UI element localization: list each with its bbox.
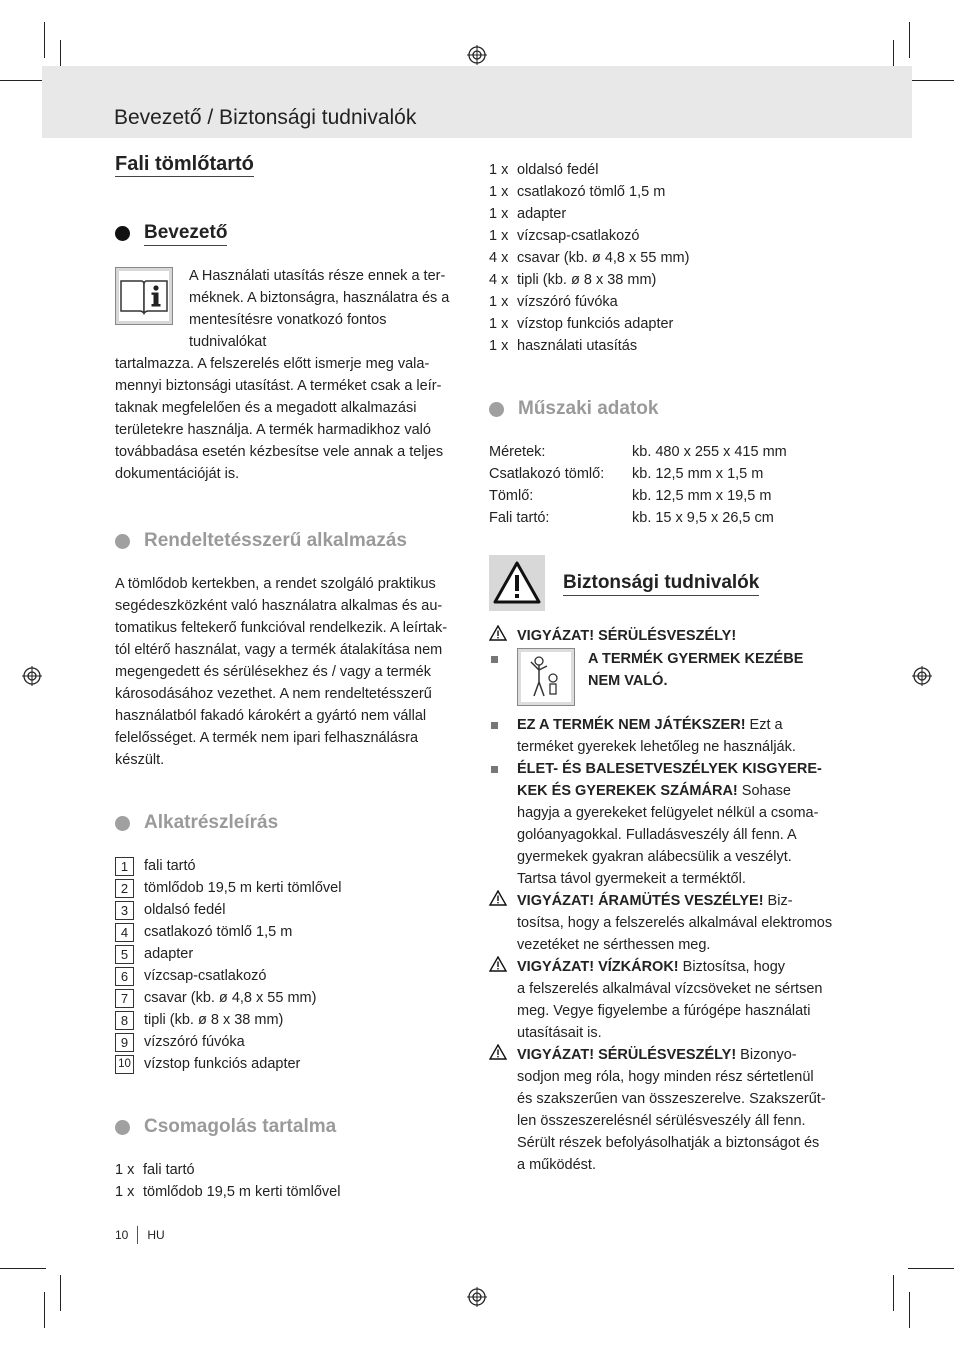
part-label: vízstop funkciós adapter xyxy=(144,1056,301,1072)
part-number: 4 xyxy=(115,923,134,942)
crop-mark xyxy=(0,1268,46,1269)
spec-key: Fali tartó: xyxy=(489,510,550,526)
item-label: vízszóró fúvóka xyxy=(517,294,618,310)
list-item xyxy=(115,987,467,1009)
tech-table xyxy=(489,441,844,529)
intro-line: területekre használja. A termék harmadikhoz való xyxy=(115,422,431,438)
crop-mark xyxy=(908,80,954,81)
table-row xyxy=(489,463,844,485)
warning-body: vezetéket ne sérthessen meg. xyxy=(517,937,711,953)
info-manual-icon xyxy=(115,267,173,325)
intro-line: méknek. A biztonságra, használatra és a xyxy=(189,290,450,306)
package-list xyxy=(115,1159,467,1203)
list-item xyxy=(489,625,844,648)
spec-key: Méretek: xyxy=(489,444,546,460)
quantity: 1 x xyxy=(489,206,509,222)
warning-small-icon xyxy=(489,956,507,972)
intro-line: mentesítésre vonatkozó fontos tudnivalókat xyxy=(189,312,387,350)
warning-body: utasításait is. xyxy=(517,1025,602,1041)
quantity: 4 x xyxy=(489,250,509,266)
list-item xyxy=(115,1053,467,1075)
crop-mark xyxy=(44,22,45,58)
left-column xyxy=(115,152,467,1203)
quantity: 1 x xyxy=(489,162,509,178)
part-label: tömlődob 19,5 m kerti tömlővel xyxy=(144,880,342,896)
list-item xyxy=(115,943,467,965)
usage-line: használatból fakadó károkért a gyártó nem vállal xyxy=(115,708,427,724)
list-item xyxy=(489,269,844,291)
list-item xyxy=(115,965,467,987)
list-item xyxy=(115,1009,467,1031)
list-item xyxy=(115,877,467,899)
warning-text: VIGYÁZAT! SÉRÜLÉSVESZÉLY! xyxy=(517,1047,737,1063)
item-label: tipli (kb. ø 8 x 38 mm) xyxy=(517,272,657,288)
list-item xyxy=(489,159,844,181)
warning-small-icon xyxy=(489,1044,507,1060)
warning-body: Biz- xyxy=(763,893,793,909)
crop-mark xyxy=(44,1292,45,1328)
warning-body: terméket gyerekek lehetőleg ne használják. xyxy=(517,739,796,755)
usage-heading: Rendeltetésszerű alkalmazás xyxy=(144,530,407,551)
list-item xyxy=(115,855,467,877)
part-label: adapter xyxy=(144,946,194,962)
table-row xyxy=(489,485,844,507)
warning-body: Bizonyo- xyxy=(736,1047,797,1063)
section-heading-intro xyxy=(115,221,467,246)
item-label: csavar (kb. ø 4,8 x 55 mm) xyxy=(517,250,690,266)
spec-key: Tömlő: xyxy=(489,488,534,504)
quantity: 1 x xyxy=(489,316,509,332)
crop-mark xyxy=(909,1292,910,1328)
child-warning-text xyxy=(588,648,803,714)
warning-text: VIGYÁZAT! ÁRAMÜTÉS VESZÉLYE! xyxy=(517,893,764,909)
section-heading-package xyxy=(115,1115,467,1139)
page-number: 10 xyxy=(115,1228,129,1242)
quantity: 1 x xyxy=(489,184,509,200)
usage-line: tomatikus feltekerő funkcióval rendelkezik. A leírtak- xyxy=(115,620,448,636)
table-row xyxy=(489,441,844,463)
bullet-icon xyxy=(115,534,130,549)
warning-body: len összeszerelésnél sérülésveszély áll fenn. xyxy=(517,1113,806,1129)
section-heading-parts xyxy=(115,811,467,835)
bullet-icon xyxy=(115,816,130,831)
quantity: 1 x xyxy=(489,294,509,310)
package-list-continued xyxy=(489,159,844,357)
part-number: 10 xyxy=(115,1055,134,1074)
page-footer xyxy=(115,1226,165,1244)
part-number: 8 xyxy=(115,1011,134,1030)
parts-list xyxy=(115,855,467,1075)
spec-value: kb. 12,5 mm x 1,5 m xyxy=(632,466,764,482)
square-bullet-icon xyxy=(491,656,498,663)
list-item xyxy=(489,225,844,247)
document-title: Fali tömlőtartó xyxy=(115,153,254,175)
part-number: 1 xyxy=(115,857,134,876)
square-bullet-icon xyxy=(491,722,498,729)
usage-line: A tömlődob kertekben, a rendet szolgáló praktikus xyxy=(115,576,436,592)
bullet-icon xyxy=(115,226,130,241)
warning-body: Tartsa távol gyermekeit a terméktől. xyxy=(517,871,746,887)
warning-body: Sérült részek befolyásolhatják a biztonságot és xyxy=(517,1135,820,1151)
header-band xyxy=(42,66,912,138)
usage-line: megengedett és sérülésekhez és / vagy a termék xyxy=(115,664,431,680)
list-item xyxy=(115,1181,467,1203)
warning-text: NEM VALÓ. xyxy=(588,673,668,689)
part-number: 6 xyxy=(115,967,134,986)
intro-line: A Használati utasítás része ennek a ter- xyxy=(189,268,446,284)
part-number: 3 xyxy=(115,901,134,920)
spec-value: kb. 15 x 9,5 x 26,5 cm xyxy=(632,510,774,526)
quantity: 1 x xyxy=(489,228,509,244)
list-item xyxy=(489,956,844,1044)
part-label: csatlakozó tömlő 1,5 m xyxy=(144,924,293,940)
warning-body: a működést. xyxy=(517,1157,596,1173)
page-header-title: Bevezető / Biztonsági tudnivalók xyxy=(114,106,417,129)
right-column xyxy=(489,159,844,1176)
item-label: adapter xyxy=(517,206,567,222)
list-item xyxy=(489,203,844,225)
warning-text: A TERMÉK GYERMEK KEZÉBE xyxy=(588,651,804,667)
footer-divider xyxy=(137,1226,138,1244)
spec-value: kb. 12,5 mm x 19,5 m xyxy=(632,488,772,504)
warning-body: hagyja a gyerekeket felügyelet nélkül a csoma- xyxy=(517,805,819,821)
intro-line: mennyi biztonsági utasítást. A terméket csak a leír- xyxy=(115,378,442,394)
usage-line: készült. xyxy=(115,752,165,768)
quantity: 1 x xyxy=(489,338,509,354)
list-item xyxy=(489,714,844,758)
intro-block xyxy=(115,265,467,485)
crop-mark xyxy=(908,1268,954,1269)
warning-body: sodjon meg róla, hogy minden rész sértetlenül xyxy=(517,1069,814,1085)
item-label: tömlődob 19,5 m kerti tömlővel xyxy=(143,1184,341,1200)
warning-body: Ezt a xyxy=(745,717,783,733)
part-number: 7 xyxy=(115,989,134,1008)
registration-mark-icon xyxy=(912,666,932,686)
registration-mark-icon xyxy=(22,666,42,686)
usage-text xyxy=(115,573,467,771)
part-label: fali tartó xyxy=(144,858,196,874)
warning-body: tosítsa, hogy a felszerelés alkalmával elektromos xyxy=(517,915,833,931)
list-item xyxy=(489,335,844,357)
list-item xyxy=(489,291,844,313)
spec-value: kb. 480 x 255 x 415 mm xyxy=(632,444,787,460)
part-label: tipli (kb. ø 8 x 38 mm) xyxy=(144,1012,284,1028)
crop-mark xyxy=(0,80,46,81)
warning-text: VIGYÁZAT! VÍZKÁROK! xyxy=(517,959,679,975)
list-item xyxy=(489,181,844,203)
part-label: vízcsap-csatlakozó xyxy=(144,968,267,984)
tech-heading: Műszaki adatok xyxy=(518,398,659,419)
intro-line: dokumentációját is. xyxy=(115,466,240,482)
part-label: oldalsó fedél xyxy=(144,902,226,918)
list-item xyxy=(489,648,844,714)
list-item xyxy=(115,1031,467,1053)
intro-text-wrapped xyxy=(189,265,467,353)
table-row xyxy=(489,507,844,529)
intro-heading: Bevezető xyxy=(144,221,227,246)
warning-text: ÉLET- ÉS BALESETVESZÉLYEK KISGYERE- xyxy=(517,761,822,777)
quantity: 1 x xyxy=(115,1184,135,1200)
warning-text: VIGYÁZAT! SÉRÜLÉSVESZÉLY! xyxy=(517,628,737,644)
section-heading-usage xyxy=(115,529,467,553)
warning-body: Biztosítsa, hogy xyxy=(678,959,786,975)
item-label: fali tartó xyxy=(143,1162,195,1178)
intro-text xyxy=(115,353,467,485)
list-item xyxy=(115,899,467,921)
bullet-icon xyxy=(115,1120,130,1135)
warning-small-icon xyxy=(489,625,507,641)
intro-line: tartalmazza. A felszerelés előtt ismerje meg vala- xyxy=(115,356,430,372)
usage-line: segédeszközként való használatra alkalmas és au- xyxy=(115,598,443,614)
part-number: 2 xyxy=(115,879,134,898)
registration-mark-icon xyxy=(467,45,487,65)
item-label: használati utasítás xyxy=(517,338,638,354)
usage-line: károsodásához vezethet. A nem rendeltetésszerű xyxy=(115,686,432,702)
part-label: csavar (kb. ø 4,8 x 55 mm) xyxy=(144,990,317,1006)
crop-mark xyxy=(60,1275,61,1311)
list-item xyxy=(489,758,844,890)
registration-mark-icon xyxy=(467,1287,487,1307)
part-label: vízszóró fúvóka xyxy=(144,1034,245,1050)
list-item xyxy=(489,313,844,335)
crop-mark xyxy=(893,1275,894,1311)
intro-line: taknak megfelelően és a megadott alkalmazási xyxy=(115,400,417,416)
square-bullet-icon xyxy=(491,766,498,773)
item-label: csatlakozó tömlő 1,5 m xyxy=(517,184,666,200)
warning-body: meg. Vegye figyelembe a fúrógépe használati xyxy=(517,1003,811,1019)
safety-list xyxy=(489,625,844,1176)
safety-header xyxy=(489,555,844,611)
item-label: vízcsap-csatlakozó xyxy=(517,228,640,244)
warning-triangle-icon xyxy=(489,555,545,611)
list-item xyxy=(115,1159,467,1181)
quantity: 4 x xyxy=(489,272,509,288)
warning-text: KEK ÉS GYEREKEK SZÁMÁRA! xyxy=(517,783,738,799)
spec-key: Csatlakozó tömlő: xyxy=(489,466,605,482)
warning-body: és szakszerűen van összeszerelve. Szakszerűt- xyxy=(517,1091,826,1107)
bullet-icon xyxy=(489,402,504,417)
part-number: 9 xyxy=(115,1033,134,1052)
package-heading: Csomagolás tartalma xyxy=(144,1116,337,1137)
warning-text: EZ A TERMÉK NEM JÁTÉKSZER! xyxy=(517,717,746,733)
section-heading-tech xyxy=(489,397,844,421)
part-number: 5 xyxy=(115,945,134,964)
parts-heading: Alkatrészleírás xyxy=(144,812,279,833)
language-code: HU xyxy=(147,1228,165,1242)
warning-small-icon xyxy=(489,890,507,906)
crop-mark xyxy=(909,22,910,58)
warning-body: gyermekek gyakran alábecsülik a veszélyt. xyxy=(517,849,792,865)
list-item xyxy=(489,1044,844,1176)
item-label: vízstop funkciós adapter xyxy=(517,316,674,332)
list-item xyxy=(115,921,467,943)
warning-body: a felszerelés alkalmával vízcsöveket ne sértsen xyxy=(517,981,823,997)
list-item xyxy=(489,247,844,269)
item-label: oldalsó fedél xyxy=(517,162,599,178)
intro-line: továbbadása esetén kézbesítse vele annak a teljes xyxy=(115,444,444,460)
usage-line: tól eltérő használat, vagy a termék átalakítása nem xyxy=(115,642,443,658)
usage-line: felelősséget. A termék nem ipari felhasználásra xyxy=(115,730,419,746)
warning-body: golóanyagokkal. Fulladásveszély áll fenn. A xyxy=(517,827,797,843)
safety-heading: Biztonsági tudnivalók xyxy=(563,571,759,596)
child-warning-icon xyxy=(517,648,575,706)
list-item xyxy=(489,890,844,956)
warning-body: Sohase xyxy=(737,783,791,799)
quantity: 1 x xyxy=(115,1162,135,1178)
